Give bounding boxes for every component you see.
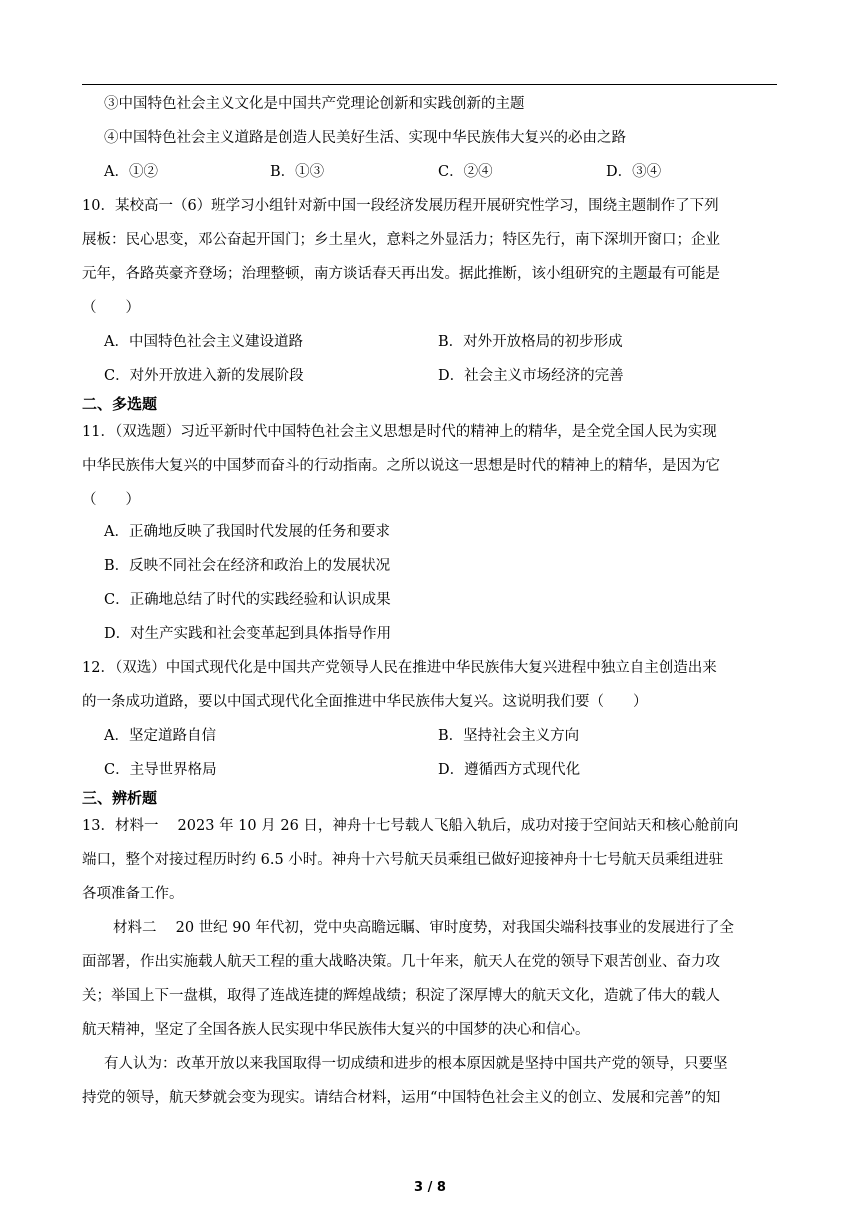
q11-stem-line-1: 11．（双选题）习近平新时代中国特色社会主义思想是时代的精神上的精华，是全党全国人民为实现	[82, 424, 717, 440]
q9-option-a: A．①②	[104, 164, 158, 180]
q12-stem-line-2: 的一条成功道路，要以中国式现代化全面推进中华民族伟大复兴。这说明我们要（ ）	[82, 694, 648, 710]
q12-option-c: C．主导世界格局	[104, 762, 217, 778]
q13-material-2-line-1: 材料二 20 世纪 90 年代初，党中央高瞻远瞩、审时度势，对我国尖端科技事业的发展进行了全	[113, 920, 734, 936]
q11-stem-line-2: 中华民族伟大复兴的中国梦而奋斗的行动指南。之所以说这一思想是时代的精神上的精华，是因为它	[82, 458, 720, 474]
q11-option-a: A．正确地反映了我国时代发展的任务和要求	[104, 524, 390, 540]
q9-item-4: ④中国特色社会主义道路是创造人民美好生活、实现中华民族伟大复兴的必由之路	[104, 130, 626, 146]
q12-stem-line-1: 12．（双选）中国式现代化是中国共产党领导人民在推进中华民族伟大复兴进程中独立自主创造出来	[82, 660, 717, 676]
q9-option-b: B．①③	[270, 164, 325, 180]
q13-material-2-line-2: 面部署，作出实施载人航天工程的重大战略决策。几十年来，航天人在党的领导下艰苦创业、奋力攻	[82, 954, 720, 970]
q11-option-c: C．正确地总结了时代的实践经验和认识成果	[104, 592, 391, 608]
header-rule	[82, 84, 777, 85]
q11-option-b: B．反映不同社会在经济和政治上的发展状况	[104, 558, 391, 574]
q12-option-a: A．坚定道路自信	[104, 728, 216, 744]
q12-option-b: B．坚持社会主义方向	[438, 728, 580, 744]
q10-option-d: D．社会主义市场经济的完善	[438, 368, 624, 384]
q10-stem-line-1: 10．某校高一（6）班学习小组针对新中国一段经济发展历程开展研究性学习，围绕主题制作了下列	[82, 198, 719, 214]
q13-material-1-line-3: 各项准备工作。	[82, 886, 184, 902]
q9-option-c: C．②④	[438, 164, 493, 180]
q10-option-a: A．中国特色社会主义建设道路	[104, 334, 303, 350]
q13-material-1-line-2: 端口，整个对接过程历时约 6.5 小时。神舟十六号航天员乘组已做好迎接神舟十七号航天员乘组进驻	[82, 852, 724, 868]
q13-question-line-2: 持党的领导，航天梦就会变为现实。请结合材料，运用“中国特色社会主义的创立、发展和完善”的知	[82, 1090, 721, 1106]
q10-stem-line-4: （ ）	[82, 300, 140, 316]
q13-material-2-line-4: 航天精神，坚定了全国各族人民实现中华民族伟大复兴的中国梦的决心和信心。	[82, 1022, 590, 1038]
section-heading-analysis: 三、辨析题	[82, 789, 158, 807]
q13-material-1-line-1: 13．材料一 2023 年 10 月 26 日，神舟十七号载人飞船入轨后，成功对接于空间站天和核心舱前向	[82, 818, 739, 834]
q10-option-b: B．对外开放格局的初步形成	[438, 334, 623, 350]
q11-stem-line-3: （ ）	[82, 492, 140, 508]
q13-question-line-1: 有人认为：改革开放以来我国取得一切成绩和进步的根本原因就是坚持中国共产党的领导，只要坚	[104, 1056, 728, 1072]
q12-option-d: D．遵循西方式现代化	[438, 762, 581, 778]
section-heading-multi-choice: 二、多选题	[82, 395, 158, 413]
q10-stem-line-2: 展板：民心思变，邓公奋起开国门；乡土星火，意料之外显活力；特区先行，南下深圳开窗口；企业	[82, 232, 720, 248]
q9-item-3: ③中国特色社会主义文化是中国共产党理论创新和实践创新的主题	[104, 96, 525, 112]
page-number: 3 / 8	[414, 1180, 446, 1195]
q13-material-2-line-3: 关；举国上下一盘棋，取得了连战连捷的辉煌战绩；积淀了深厚博大的航天文化，造就了伟大的载人	[82, 988, 720, 1004]
q9-option-d: D．③④	[606, 164, 662, 180]
q11-option-d: D．对生产实践和社会变革起到具体指导作用	[104, 626, 392, 642]
q10-stem-line-3: 元年，各路英豪齐登场；治理整顿，南方谈话春天再出发。据此推断，该小组研究的主题最有可能是	[82, 266, 720, 282]
q10-option-c: C．对外开放进入新的发展阶段	[104, 368, 304, 384]
